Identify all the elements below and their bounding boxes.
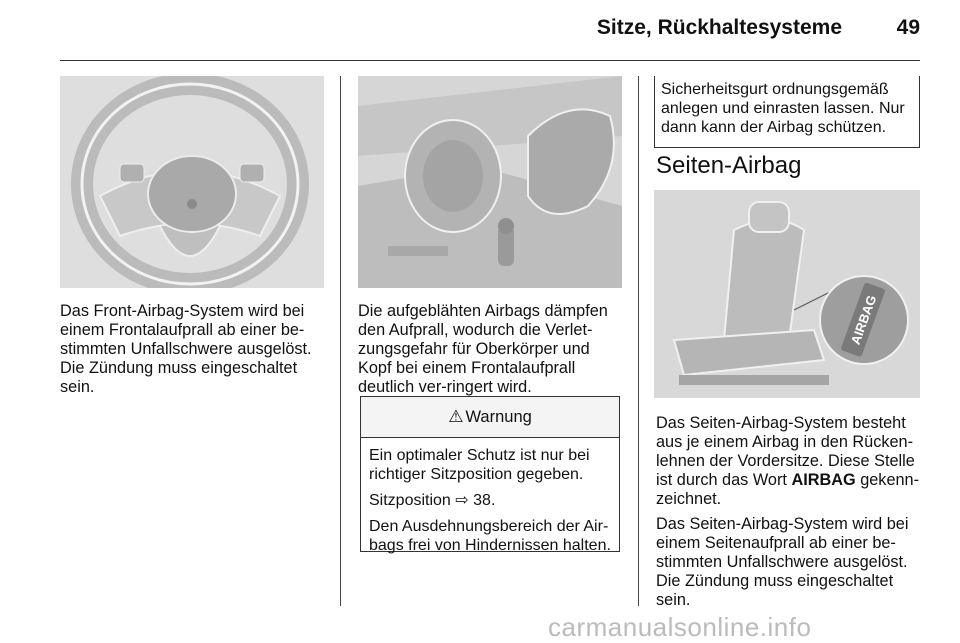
watermark: carmanualsonline.info: [548, 612, 812, 642]
col3-p1-bold: AIRBAG: [791, 471, 856, 489]
col3-p1-tail: gekenn-zeichnet.: [656, 471, 920, 508]
warning-triangle-icon: ⚠: [448, 407, 464, 426]
warning-header: [361, 397, 619, 438]
warning-title: Warnung: [465, 407, 532, 426]
col1-paragraph: Das Front-Airbag-System wird bei einem Frontalaufprall ab einer be-stimmten Unfallschwere ausgelöst. Die Zündung muss eingeschaltet sein.: [60, 302, 312, 396]
warning-p2: [369, 491, 611, 510]
section-heading: Seiten-Airbag: [656, 152, 802, 179]
column-divider: [340, 76, 341, 606]
steering-wheel-icon: [60, 76, 324, 288]
warning-p3: Den Ausdehnungsbereich der Air-bags frei von Hindernissen halten.: [369, 518, 611, 554]
page-number: 49: [896, 16, 920, 39]
side-airbag-figure: [654, 190, 920, 398]
column-divider: [638, 76, 639, 606]
front-airbags-figure: [358, 76, 622, 288]
warning-body: [361, 438, 619, 555]
col3-text: [656, 414, 922, 616]
page-header-title: Sitze, Rückhaltesysteme: [596, 16, 842, 39]
header-rule: [60, 60, 920, 61]
page-reference-arrow-icon: ⇨: [455, 492, 469, 509]
warning-ref-page: 38.: [473, 492, 496, 509]
col3-paragraph-1: [656, 414, 922, 509]
seatbelt-note-box: Sicherheitsgurt ordnungsgemäß anlegen und einrasten lassen. Nur dann kann der Airbag schützen.: [654, 76, 920, 148]
seat-side-airbag-icon: [654, 190, 920, 398]
airbag-label: AIRBAG: [847, 293, 880, 347]
warning-ref-text: Sitzposition: [369, 492, 451, 509]
warning-p1: Ein optimaler Schutz ist nur bei richtiger Sitzposition gegeben.: [369, 447, 590, 483]
steering-wheel-figure: [60, 76, 324, 288]
col2-paragraph: Die aufgeblähten Airbags dämpfen den Aufprall, wodurch die Verlet-zungsgefahr für Oberkörper und Kopf bei einem Frontalaufprall deutlich ver-ringert wird.: [358, 302, 608, 396]
warning-box: [360, 396, 620, 552]
col3-p1-text: Das Seiten-Airbag-System besteht aus je einem Airbag in den Rücken-lehnen der Vordersitze. Diese Stelle ist durch das Wort: [656, 414, 915, 489]
col3-paragraph-2: Das Seiten-Airbag-System wird bei einem Seitenaufprall ab einer be-stimmten Unfallschwere ausgelöst. Die Zündung muss eingeschaltet sein.: [656, 515, 909, 609]
deployed-airbags-icon: [358, 76, 622, 288]
